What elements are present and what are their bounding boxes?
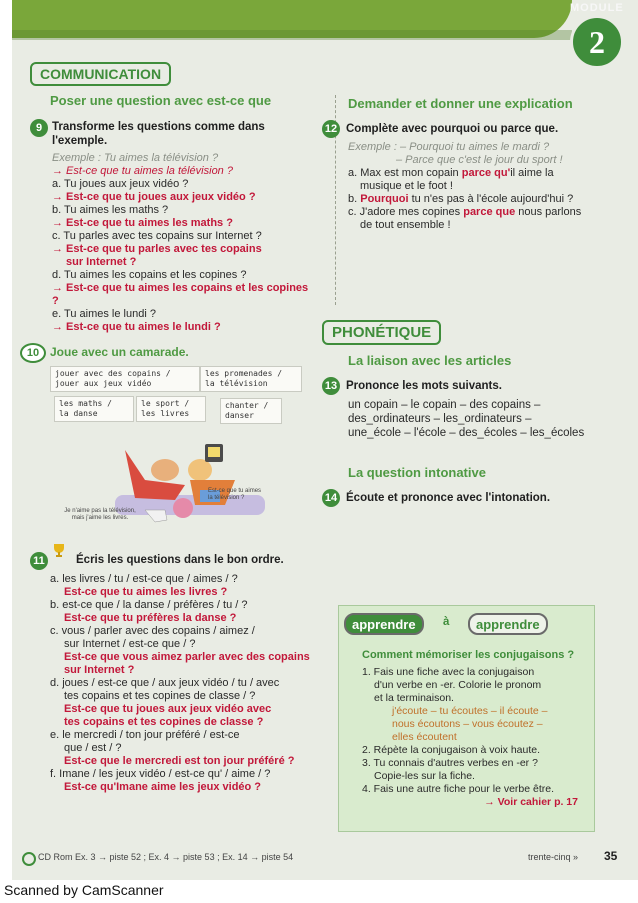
ex11-f-answer: Est-ce qu'Imane aime les jeux vidéo ?	[64, 781, 262, 793]
ex12-example-q: Exemple : – Pourquoi tu aimes le mardi ?	[348, 141, 550, 153]
word-card: chanter / danser	[220, 398, 282, 424]
subtitle-intonation: La question intonative	[348, 465, 486, 480]
apprendre-pill-2: apprendre	[468, 613, 548, 635]
ex11-d-answer-2: tes copains et tes copines de classe ?	[64, 716, 264, 728]
bubble-answer: Je n'aime pas la télévision, mais j'aime les livres.	[64, 508, 136, 521]
ex11-a-question: a. les livres / tu / est-ce que / aimes / ?	[50, 573, 238, 585]
ex11-f-question: f. Imane / les jeux vidéo / est-ce qu' / aime / ?	[50, 768, 271, 780]
ex9-b-question: b. Tu aimes les maths ?	[52, 204, 169, 216]
ex9-c-answer-2: sur Internet ?	[66, 256, 137, 268]
exercise-10-instruction: Joue avec un camarade.	[50, 345, 189, 359]
apprendre-pill-1: apprendre	[344, 613, 424, 635]
ex12-example-a: – Parce que c'est le jour du sport !	[396, 154, 563, 166]
ex9-a-question: a. Tu joues aux jeux vidéo ?	[52, 178, 189, 190]
apprendre-steps: 1. Fais une fiche avec la conjugaison d'un verbe en -er. Colorie le pronom et la terminaison. j'écoute – tu écoutes – il écoute – nous écoutons – vous écoutez – elles écoutent 2. Répète la conjugaison à voix haute. 3. Tu connais d'autres verbes en -er ? Copie-les sur la fiche. 4. Fais une autre fiche pour le verbe être. → Voir cahier p. 17	[362, 666, 578, 808]
ex9-e-answer: → Est-ce que tu aimes le lundi ?	[52, 321, 221, 333]
apprendre-connector: à	[443, 616, 450, 628]
exercise-11-instruction: Écris les questions dans le bon ordre.	[76, 554, 284, 566]
ex11-b-question: b. est-ce que / la danse / préfères / tu / ?	[50, 599, 248, 611]
cd-rom-tracks: CD Rom Ex. 3 → piste 52 ; Ex. 4 → piste 53 ; Ex. 14 → piste 54	[38, 852, 294, 862]
ex11-d-question-2: tes copains et tes copines de classe / ?	[64, 690, 256, 702]
ex9-b-answer: → Est-ce que tu aimes les maths ?	[52, 217, 233, 229]
word-card: les promenades / la télévision	[200, 366, 302, 392]
exercise-11-body	[50, 573, 330, 794]
example-answer: → Est-ce que tu aimes la télévision ?	[52, 165, 233, 177]
ex9-e-question: e. Tu aimes le lundi ?	[52, 308, 156, 320]
ex12-c-line2: de tout ensemble !	[360, 219, 451, 231]
top-band-shadow	[12, 30, 572, 40]
ex12-b: b. Pourquoi tu n'es pas à l'école aujourd'hui ?	[348, 193, 574, 205]
exercise-10-number: 10	[20, 343, 46, 363]
ex11-b-answer: Est-ce que tu préfères la danse ?	[64, 612, 237, 624]
ex11-d-question: d. joues / est-ce que / aux jeux vidéo / tu / avec	[50, 677, 280, 689]
ex9-d-question: d. Tu aimes les copains et les copines ?	[52, 269, 247, 281]
ex9-c-question: c. Tu parles avec tes copains sur Internet ?	[52, 230, 262, 242]
phonetique-tag: PHONÉTIQUE	[322, 320, 441, 345]
example-line: Exemple : Tu aimes la télévision ?	[52, 152, 219, 164]
ex11-c-answer: Est-ce que vous aimez parler avec des copains	[64, 651, 310, 663]
ex12-a: a. Max est mon copain parce qu'il aime la	[348, 167, 554, 179]
exercise-11-number: 11	[30, 552, 48, 570]
word-card: les maths / la danse	[54, 396, 134, 422]
exercise-13-number: 13	[322, 377, 340, 395]
exercise-9-body	[52, 152, 312, 334]
exercise-14-instruction: Écoute et prononce avec l'intonation.	[346, 492, 551, 504]
ex9-d-answer: → Est-ce que tu aimes les copains et les copines ?	[52, 282, 309, 307]
module-number-badge: 2	[570, 15, 624, 69]
trophy-icon	[51, 542, 67, 558]
ex11-e-question-2: que / est / ?	[64, 742, 122, 754]
communication-tag: COMMUNICATION	[30, 62, 171, 86]
exercise-12-number: 12	[322, 120, 340, 138]
module-label: MODULE	[570, 2, 624, 14]
subtitle-explication: Demander et donner une explication	[348, 96, 573, 111]
ex11-c-answer-2: sur Internet ?	[64, 664, 135, 676]
bubble-question: Est-ce que tu aimes la télévision ?	[208, 488, 262, 501]
word-card: jouer avec des copains / jouer aux jeux vidéo	[50, 366, 200, 392]
subtitle-est-ce-que: Poser une question avec est-ce que	[50, 93, 272, 108]
exercise-14-number: 14	[322, 489, 340, 507]
ex11-a-answer: Est-ce que tu aimes les livres ?	[64, 586, 228, 598]
exercise-13-instruction: Prononce les mots suivants.	[346, 380, 502, 392]
apprendre-question: Comment mémoriser les conjugaisons ?	[362, 649, 575, 661]
ex12-a-line2: musique et le foot !	[360, 180, 453, 192]
ex9-a-answer: → Est-ce que tu joues aux jeux vidéo ?	[52, 191, 256, 203]
ex9-c-answer: → Est-ce que tu parles avec tes copains	[52, 243, 262, 255]
subtitle-liaison: La liaison avec les articles	[348, 353, 512, 368]
exercise-13-body: un copain – le copain – des copains – des_ordinateurs – les_ordinateurs – une_école – l'école – des_écoles – les_écoles	[348, 399, 585, 439]
exercise-12-instruction: Complète avec pourquoi ou parce que.	[346, 123, 559, 135]
ex11-e-question: e. le mercredi / ton jour préféré / est-ce	[50, 729, 240, 741]
exercise-9-instruction: Transforme les questions comme dans l'exemple.	[52, 121, 265, 147]
ex12-c: c. J'adore mes copines parce que nous parlons	[348, 206, 582, 218]
ex11-c-question-2: sur Internet / est-ce que / ?	[64, 638, 196, 650]
cd-rom-icon	[22, 852, 36, 866]
page-number: 35	[604, 849, 618, 863]
exercise-9-number: 9	[30, 119, 48, 137]
exercise-12-body	[348, 141, 598, 232]
word-card: le sport / les livres	[136, 396, 206, 422]
page-word: trente-cinq »	[528, 852, 579, 862]
ex11-e-answer: Est-ce que le mercredi est ton jour préféré ?	[64, 755, 295, 767]
scanner-watermark: Scanned by CamScanner	[4, 882, 164, 898]
ex11-c-question: c. vous / parler avec des copains / aimez /	[50, 625, 255, 637]
ex11-d-answer: Est-ce que tu joues aux jeux vidéo avec	[64, 703, 272, 715]
